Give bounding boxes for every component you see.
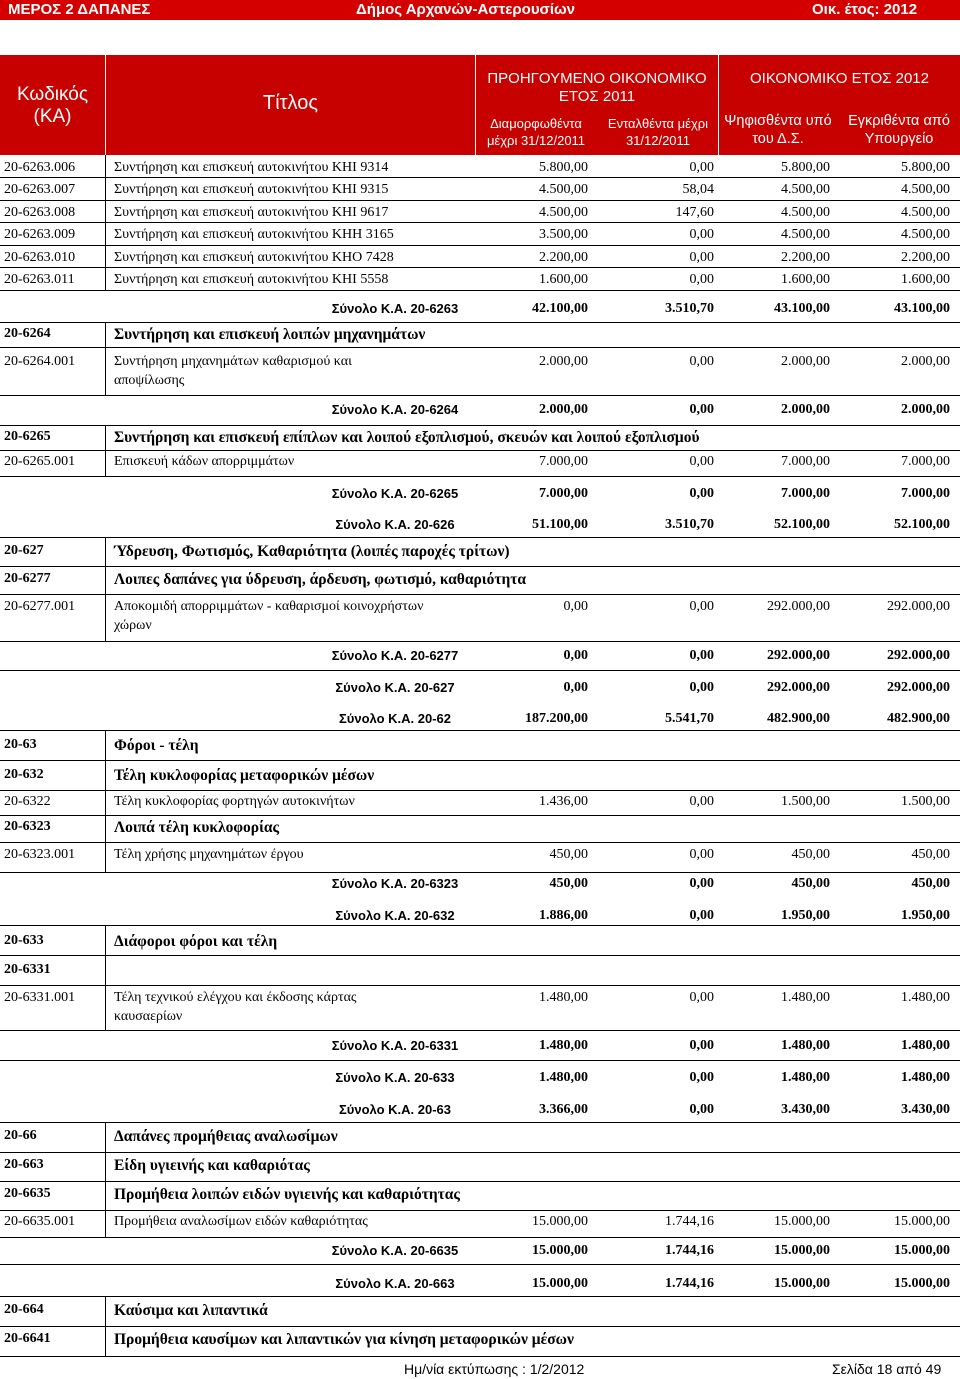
group-title: Καύσιμα και λιπαντικά — [114, 1302, 268, 1319]
group-row — [0, 1157, 960, 1179]
value-voted: 1.480,00 — [781, 1070, 830, 1085]
subtotal-row — [0, 711, 960, 733]
subtotal-label: Σύνολο Κ.Α. 20-6635 — [331, 1243, 459, 1258]
value-certified: 0,00 — [689, 486, 714, 501]
value-shaped: 1.480,00 — [539, 1038, 588, 1053]
value-shaped: 7.000,00 — [539, 486, 588, 501]
group-row — [0, 543, 960, 565]
value-approved: 5.800,00 — [901, 160, 950, 175]
value-voted: 5.800,00 — [781, 160, 830, 175]
value-voted: 15.000,00 — [774, 1214, 830, 1229]
value-certified: 0,00 — [689, 160, 714, 175]
value-approved: 52.100,00 — [894, 517, 950, 532]
group-code: 20-6323 — [4, 819, 51, 834]
table-row — [0, 227, 960, 249]
value-shaped: 187.200,00 — [525, 711, 588, 726]
group-row — [0, 1302, 960, 1324]
group-code: 20-632 — [4, 767, 44, 782]
col-approved-header: Εγκριθέντα από Υπουργείο — [848, 113, 950, 147]
row-code: 20-6263.009 — [4, 227, 76, 242]
row-code: 20-6264.001 — [4, 354, 76, 369]
row-title-line2: αποψίλωσης — [114, 373, 185, 388]
value-approved: 292.000,00 — [887, 599, 950, 614]
value-approved: 482.900,00 — [887, 711, 950, 726]
value-certified: 0,00 — [689, 354, 714, 369]
value-certified: 147,60 — [675, 205, 714, 220]
group-title: Συντήρηση και επισκευή λοιπών μηχανημάτων — [114, 326, 426, 343]
row-title-line1: Αποκομιδή απορριμμάτων - καθαρισμοί κοινοχρήστων — [114, 599, 424, 614]
top-banner — [0, 0, 960, 20]
group-code: 20-6264 — [4, 326, 51, 341]
value-certified: 0,00 — [689, 648, 714, 663]
col-voted-header: Ψηφισθέντα υπό του Δ.Σ. — [724, 113, 832, 147]
row-code: 20-6323.001 — [4, 847, 76, 862]
value-shaped: 3.500,00 — [539, 227, 588, 242]
value-certified: 0,00 — [689, 1070, 714, 1085]
value-certified: 0,00 — [689, 908, 714, 923]
value-approved: 4.500,00 — [901, 227, 950, 242]
group-row — [0, 1331, 960, 1353]
value-shaped: 4.500,00 — [539, 182, 588, 197]
row-code: 20-6263.006 — [4, 160, 76, 175]
value-approved: 1.480,00 — [901, 990, 950, 1005]
value-approved: 7.000,00 — [901, 454, 950, 469]
value-approved: 2.200,00 — [901, 250, 950, 265]
value-voted: 4.500,00 — [781, 205, 830, 220]
value-shaped: 4.500,00 — [539, 205, 588, 220]
subtotal-label: Σύνολο Κ.Α. 20-6265 — [331, 486, 459, 501]
value-shaped: 1.436,00 — [539, 794, 588, 809]
group-title: Ύδρευση, Φωτισμός, Καθαριότητα (λοιπές παροχές τρίτων) — [114, 543, 510, 560]
value-approved: 3.430,00 — [901, 1102, 950, 1117]
subtotal-row — [0, 301, 960, 323]
value-voted: 2.200,00 — [781, 250, 830, 265]
value-voted: 1.600,00 — [781, 272, 830, 287]
page-footer — [0, 1361, 960, 1379]
group-row — [0, 326, 960, 348]
value-shaped: 51.100,00 — [532, 517, 588, 532]
group-row — [0, 933, 960, 955]
row-title: Συντήρηση και επισκευή αυτοκινήτου ΚΗΙ 9315 — [114, 182, 389, 197]
value-voted: 1.480,00 — [781, 990, 830, 1005]
row-title: Συντήρηση και επισκευή αυτοκινήτου ΚΗΙ 9314 — [114, 160, 389, 175]
value-approved: 15.000,00 — [894, 1214, 950, 1229]
value-approved: 15.000,00 — [894, 1276, 950, 1291]
value-shaped: 7.000,00 — [539, 454, 588, 469]
group-title: Διάφοροι φόροι και τέλη — [114, 933, 278, 950]
row-title: Συντήρηση και επισκευή αυτοκινήτου ΚΗΙ 9617 — [114, 205, 389, 220]
value-certified: 3.510,70 — [665, 517, 714, 532]
group-code: 20-66 — [4, 1128, 37, 1143]
group-title: Τέλη κυκλοφορίας μεταφορικών μέσων — [114, 767, 375, 784]
table-row — [0, 599, 960, 639]
value-voted: 15.000,00 — [774, 1243, 830, 1258]
municipality-name: Δήμος Αρχανών-Αστερουσίων — [356, 1, 575, 18]
row-title: Προμήθεια αναλωσίμων ειδών καθαριότητας — [114, 1214, 368, 1229]
value-approved: 1.600,00 — [901, 272, 950, 287]
value-shaped: 15.000,00 — [532, 1243, 588, 1258]
table-row — [0, 454, 960, 476]
row-code: 20-6635.001 — [4, 1214, 76, 1229]
subtotal-label: Σύνολο Κ.Α. 20-6263 — [331, 301, 459, 316]
value-shaped: 0,00 — [563, 599, 588, 614]
value-approved: 1.480,00 — [901, 1038, 950, 1053]
value-voted: 7.000,00 — [781, 454, 830, 469]
group-title: Προμήθεια λοιπών ειδών υγιεινής και καθαριότητας — [114, 1186, 460, 1203]
value-shaped: 1.600,00 — [539, 272, 588, 287]
value-voted: 1.480,00 — [781, 1038, 830, 1053]
row-title: Συντήρηση και επισκευή αυτοκινήτου ΚΗΟ 7428 — [114, 250, 394, 265]
value-certified: 1.744,16 — [665, 1214, 714, 1229]
row-code: 20-6331.001 — [4, 990, 76, 1005]
row-title-line2: καυσαερίων — [114, 1009, 183, 1024]
subtotal-row — [0, 517, 960, 539]
group-title: Φόροι - τέλη — [114, 737, 199, 754]
group-title: Δαπάνες προμήθειας αναλωσίμων — [114, 1128, 338, 1145]
print-date: Ημ/νία εκτύπωσης : 1/2/2012 — [404, 1361, 585, 1377]
value-approved: 4.500,00 — [901, 182, 950, 197]
group-code: 20-63 — [4, 737, 37, 752]
group-code: 20-633 — [4, 933, 44, 948]
value-shaped: 2.000,00 — [539, 354, 588, 369]
subtotal-row — [0, 1038, 960, 1060]
value-shaped: 0,00 — [563, 648, 588, 663]
value-approved: 292.000,00 — [887, 680, 950, 695]
value-voted: 15.000,00 — [774, 1276, 830, 1291]
value-shaped: 1.480,00 — [539, 1070, 588, 1085]
value-approved: 15.000,00 — [894, 1243, 950, 1258]
group-row — [0, 737, 960, 759]
group-row — [0, 767, 960, 789]
value-certified: 0,00 — [689, 1102, 714, 1117]
value-approved: 7.000,00 — [901, 486, 950, 501]
value-approved: 292.000,00 — [887, 648, 950, 663]
value-voted: 292.000,00 — [767, 648, 830, 663]
value-voted: 2.000,00 — [781, 354, 830, 369]
page-number: Σελίδα 18 από 49 — [832, 1361, 942, 1377]
subtotal-row — [0, 1276, 960, 1298]
group-row — [0, 962, 960, 984]
value-voted: 450,00 — [791, 847, 830, 862]
value-certified: 0,00 — [689, 990, 714, 1005]
col-code-header: Κωδικός (ΚΑ) — [16, 84, 89, 127]
subtotal-label: Σύνολο Κ.Α. 20-6277 — [331, 648, 459, 663]
value-shaped: 15.000,00 — [532, 1276, 588, 1291]
row-code: 20-6263.010 — [4, 250, 76, 265]
group-row — [0, 1186, 960, 1208]
subtotal-label: Σύνολο Κ.Α. 20-6323 — [331, 876, 459, 891]
value-voted: 7.000,00 — [781, 486, 830, 501]
value-voted: 43.100,00 — [774, 301, 830, 316]
value-shaped: 1.886,00 — [539, 908, 588, 923]
value-approved: 4.500,00 — [901, 205, 950, 220]
value-approved: 450,00 — [911, 847, 950, 862]
table-row — [0, 272, 960, 294]
group-code: 20-663 — [4, 1157, 44, 1172]
value-certified: 0,00 — [689, 794, 714, 809]
current-year-group-header: ΟΙΚΟΝΟΜΙΚΟ ΕΤΟΣ 2012 — [750, 70, 929, 87]
subtotal-row — [0, 1102, 960, 1124]
value-approved: 1.480,00 — [901, 1070, 950, 1085]
group-code: 20-627 — [4, 543, 44, 558]
group-code: 20-6277 — [4, 571, 51, 586]
value-certified: 0,00 — [689, 454, 714, 469]
col-shaped-header: Διαμορφωθέντα μέχρι 31/12/2011 — [486, 116, 586, 148]
group-title: Λοιπες δαπάνες για ύδρευση, άρδευση, φωτισμό, καθαριότητα — [114, 571, 527, 588]
subtotal-label: Σύνολο Κ.Α. 20-62 — [338, 711, 452, 726]
value-certified: 0,00 — [689, 1038, 714, 1053]
group-code: 20-664 — [4, 1302, 44, 1317]
subtotal-label: Σύνολο Κ.Α. 20-6331 — [331, 1038, 459, 1053]
value-shaped: 0,00 — [563, 680, 588, 695]
group-title: Συντήρηση και επισκευή επίπλων και λοιπού εξοπλισμού, σκευών και λοιπού εξοπλισμού — [114, 429, 700, 446]
subtotal-row — [0, 648, 960, 670]
table-row — [0, 205, 960, 227]
subtotal-label: Σύνολο Κ.Α. 20-663 — [335, 1276, 455, 1291]
subtotal-row — [0, 1070, 960, 1092]
row-title-line1: Συντήρηση μηχανημάτων καθαρισμού και — [114, 354, 352, 369]
subtotal-row — [0, 402, 960, 424]
value-shaped: 450,00 — [549, 876, 588, 891]
value-voted: 1.500,00 — [781, 794, 830, 809]
subtotal-label: Σύνολο Κ.Α. 20-626 — [335, 517, 455, 532]
row-title: Τέλη χρήσης μηχανημάτων έργου — [114, 847, 304, 862]
value-shaped: 2.200,00 — [539, 250, 588, 265]
subtotal-label: Σύνολο Κ.Α. 20-632 — [335, 908, 455, 923]
value-voted: 4.500,00 — [781, 182, 830, 197]
value-shaped: 42.100,00 — [532, 301, 588, 316]
value-voted: 2.000,00 — [781, 402, 830, 417]
value-certified: 0,00 — [689, 402, 714, 417]
value-certified: 0,00 — [689, 876, 714, 891]
row-title-line1: Τέλη τεχνικού ελέγχου και έκδοσης κάρτας — [114, 990, 357, 1005]
value-shaped: 1.480,00 — [539, 990, 588, 1005]
group-title: Προμήθεια καυσίμων και λιπαντικών για κίνηση μεταφορικών μέσων — [114, 1331, 574, 1348]
value-shaped: 450,00 — [549, 847, 588, 862]
value-certified: 5.541,70 — [665, 711, 714, 726]
table-row — [0, 182, 960, 204]
group-code: 20-6331 — [4, 962, 51, 977]
col-title-header: Τίτλος — [262, 92, 319, 114]
value-shaped: 15.000,00 — [532, 1214, 588, 1229]
value-certified: 0,00 — [689, 250, 714, 265]
table-row — [0, 354, 960, 394]
value-shaped: 3.366,00 — [539, 1102, 588, 1117]
subtotal-row — [0, 486, 960, 508]
group-row — [0, 819, 960, 841]
row-title-line2: χώρων — [114, 618, 152, 633]
subtotal-row — [0, 908, 960, 930]
row-code: 20-6263.007 — [4, 182, 76, 197]
value-voted: 52.100,00 — [774, 517, 830, 532]
section-title: ΜΕΡΟΣ 2 ΔΑΠΑΝΕΣ — [8, 1, 151, 18]
value-certified: 0,00 — [689, 847, 714, 862]
row-code: 20-6277.001 — [4, 599, 76, 614]
row-code: 20-6263.011 — [4, 272, 75, 287]
fiscal-year: Οικ. έτος: 2012 — [812, 1, 918, 18]
row-title: Συντήρηση και επισκευή αυτοκινήτου ΚΗΗ 3165 — [114, 227, 394, 242]
group-row — [0, 1128, 960, 1150]
value-voted: 482.900,00 — [767, 711, 830, 726]
table-row — [0, 1214, 960, 1236]
table-row — [0, 847, 960, 869]
subtotal-label: Σύνολο Κ.Α. 20-627 — [335, 680, 455, 695]
value-voted: 4.500,00 — [781, 227, 830, 242]
subtotal-row — [0, 1243, 960, 1265]
value-certified: 0,00 — [689, 599, 714, 614]
value-certified: 0,00 — [689, 272, 714, 287]
subtotal-label: Σύνολο Κ.Α. 20-633 — [335, 1070, 455, 1085]
table-row — [0, 990, 960, 1030]
group-code: 20-6635 — [4, 1186, 51, 1201]
subtotal-label: Σύνολο Κ.Α. 20-63 — [338, 1102, 452, 1117]
prev-year-group-header: ΠΡΟΗΓΟΥΜΕΝΟ ΟΙΚΟΝΟΜΙΚΟ ΕΤΟΣ 2011 — [487, 70, 707, 105]
row-title: Επισκευή κάδων απορριμμάτων — [114, 454, 295, 469]
value-certified: 0,00 — [689, 227, 714, 242]
value-certified: 1.744,16 — [665, 1243, 714, 1258]
row-code: 20-6265.001 — [4, 454, 76, 469]
table-row — [0, 794, 960, 816]
value-approved: 2.000,00 — [901, 402, 950, 417]
value-shaped: 5.800,00 — [539, 160, 588, 175]
group-code: 20-6641 — [4, 1331, 51, 1346]
value-certified: 0,00 — [689, 680, 714, 695]
row-code: 20-6263.008 — [4, 205, 76, 220]
group-title: Είδη υγιεινής και καθαριότας — [114, 1157, 310, 1174]
subtotal-row — [0, 680, 960, 702]
group-title: Λοιπά τέλη κυκλοφορίας — [114, 819, 280, 836]
row-code: 20-6322 — [4, 794, 51, 809]
row-title: Συντήρηση και επισκευή αυτοκινήτου ΚΗΙ 5558 — [114, 272, 389, 287]
group-row — [0, 571, 960, 593]
value-approved: 2.000,00 — [901, 354, 950, 369]
subtotal-row — [0, 876, 960, 898]
value-voted: 3.430,00 — [781, 1102, 830, 1117]
value-certified: 58,04 — [682, 182, 714, 197]
value-voted: 450,00 — [791, 876, 830, 891]
value-voted: 292.000,00 — [767, 680, 830, 695]
value-certified: 3.510,70 — [665, 301, 714, 316]
value-certified: 1.744,16 — [665, 1276, 714, 1291]
value-voted: 1.950,00 — [781, 908, 830, 923]
table-row — [0, 160, 960, 182]
value-voted: 292.000,00 — [767, 599, 830, 614]
value-approved: 1.950,00 — [901, 908, 950, 923]
value-approved: 1.500,00 — [901, 794, 950, 809]
subtotal-label: Σύνολο Κ.Α. 20-6264 — [331, 402, 459, 417]
group-row — [0, 429, 960, 451]
row-title: Τέλη κυκλοφορίας φορτηγών αυτοκινήτων — [114, 794, 355, 809]
value-shaped: 2.000,00 — [539, 402, 588, 417]
value-approved: 43.100,00 — [894, 301, 950, 316]
table-row — [0, 250, 960, 272]
group-code: 20-6265 — [4, 429, 51, 444]
col-certified-header: Ενταλθέντα μέχρι 31/12/2011 — [607, 116, 709, 148]
value-approved: 450,00 — [911, 876, 950, 891]
